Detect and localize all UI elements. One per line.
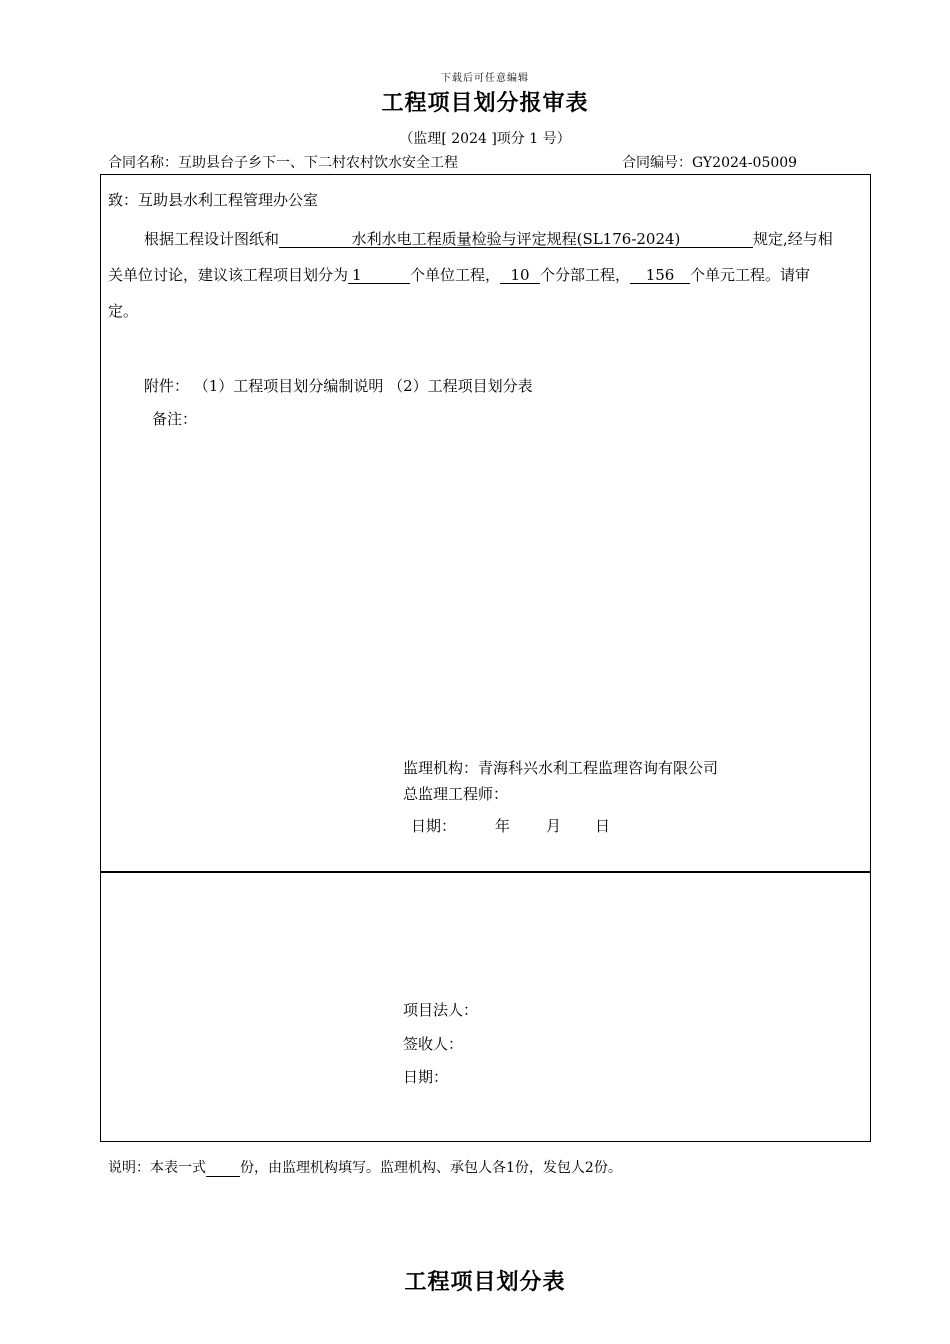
contract-name: 合同名称：互助县台子乡下一、下二村农村饮水安全工程 <box>108 155 458 171</box>
footer-note <box>108 1157 622 1177</box>
copies-blank <box>206 1162 240 1177</box>
legal-person-label: 项目法人： <box>403 1001 479 1019</box>
unit-project-count: 1 <box>348 267 410 284</box>
remarks-label: 备注： <box>152 410 198 428</box>
day-label: 日 <box>595 817 611 835</box>
next-page-title: 工程项目划分表 <box>404 1269 566 1295</box>
p1-prefix: 根据工程设计图纸和 <box>144 230 280 248</box>
p2-prefix: 关单位讨论，建议该工程项目划分为 <box>108 266 349 284</box>
document-number: （监理[ 2024 ]项分 1 号） <box>399 131 571 147</box>
footer-note-prefix: 说明：本表一式 <box>108 1160 206 1176</box>
element-project-count: 156 <box>630 267 690 284</box>
sub-project-count: 10 <box>500 267 540 284</box>
footer-note-suffix: 份，由监理机构填写。监理机构、承包人各1份，发包人2份。 <box>240 1160 622 1176</box>
date-label: 日期： <box>411 817 457 835</box>
addressee: 致：互助县水利工程管理办公室 <box>108 191 319 209</box>
supervision-agency: 监理机构：青海科兴水利工程监理咨询有限公司 <box>403 759 719 777</box>
approval-box <box>100 871 871 1142</box>
paragraph-line-3: 定。 <box>108 302 139 320</box>
p2-mid-1: 个单位工程， <box>410 266 501 284</box>
p1-suffix: 规定,经与相 <box>753 230 833 248</box>
attachments: 附件： （1）工程项目划分编制说明 （2）工程项目划分表 <box>144 377 533 395</box>
month-label: 月 <box>546 817 562 835</box>
standard-name: 水利水电工程质量检验与评定规程(SL176-2024) <box>279 231 753 248</box>
paragraph-line-1 <box>144 228 833 249</box>
chief-engineer-label: 总监理工程师： <box>403 785 509 803</box>
top-note: 下载后可任意编辑 <box>441 73 529 84</box>
p2-suffix: 个单元工程。请审 <box>690 266 811 284</box>
receiver-label: 签收人： <box>403 1035 464 1053</box>
p2-mid-2: 个分部工程， <box>540 266 631 284</box>
approval-date-label: 日期： <box>403 1068 449 1086</box>
contract-number: 合同编号：GY2024-05009 <box>622 155 798 171</box>
page-title: 工程项目划分报审表 <box>381 90 589 116</box>
year-label: 年 <box>495 817 511 835</box>
paragraph-line-2 <box>108 264 810 285</box>
